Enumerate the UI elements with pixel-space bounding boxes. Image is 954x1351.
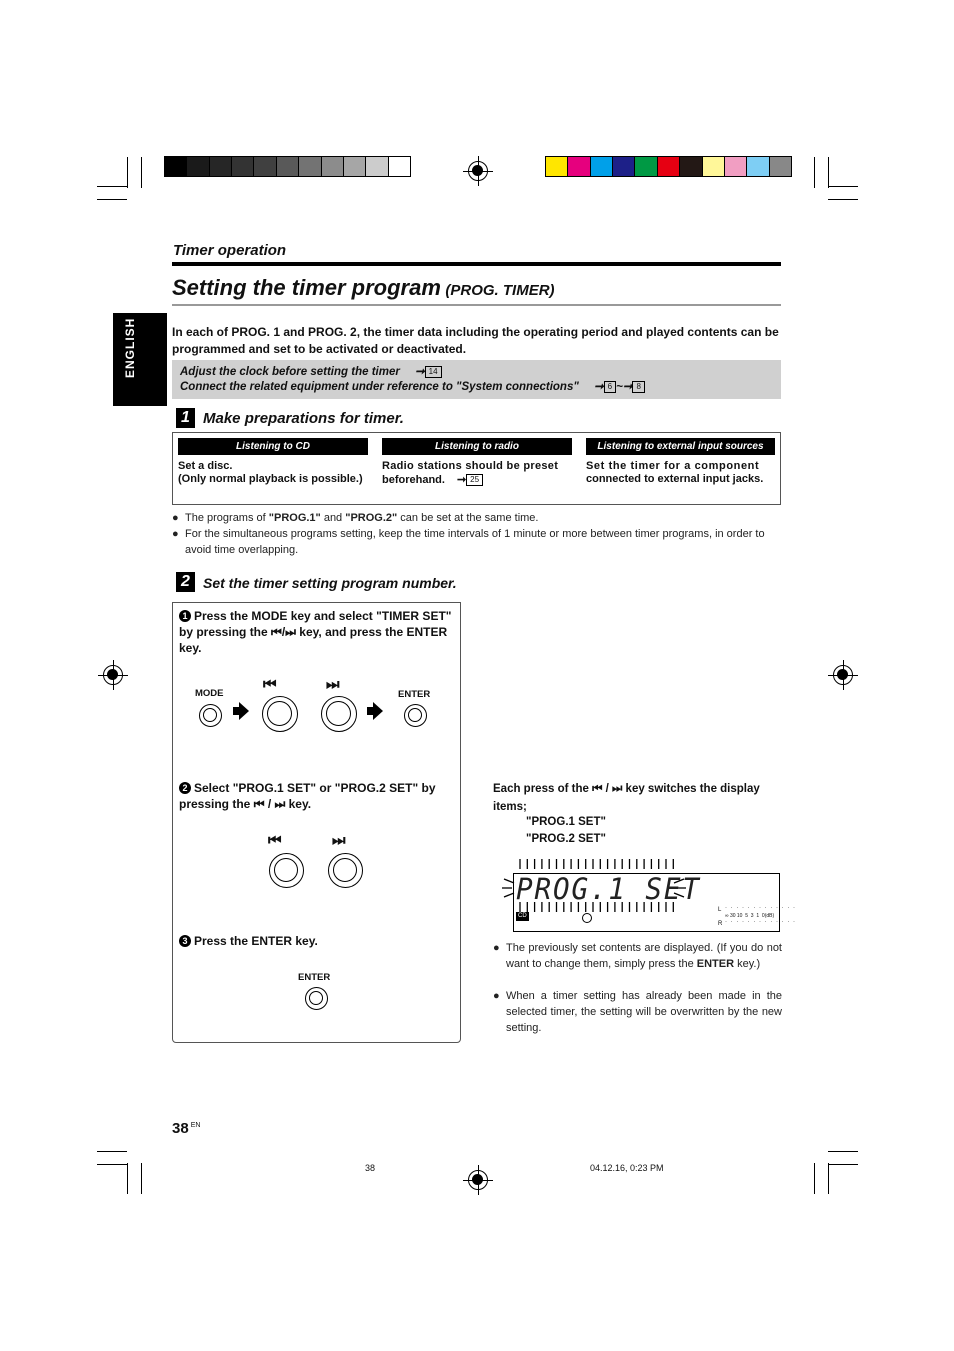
color-swatch xyxy=(186,156,209,177)
enter-button[interactable] xyxy=(404,704,427,727)
page-title: Setting the timer program (PROG. TIMER) xyxy=(172,275,555,300)
color-swatch xyxy=(164,156,187,177)
display-option-1: "PROG.1 SET" xyxy=(526,816,606,828)
mode-button[interactable] xyxy=(199,704,222,727)
color-swatch xyxy=(231,156,254,177)
footer-timestamp: 04.12.16, 0:23 PM xyxy=(590,1163,664,1173)
cd-line-1: Set a disc. xyxy=(178,460,233,472)
note-item: ● For the simultaneous programs setting, keep the time intervals of 1 minute or more between timer programs, in order to avoid time overlapping. xyxy=(172,528,765,556)
color-swatch xyxy=(253,156,276,177)
color-swatch xyxy=(321,156,344,177)
color-swatch xyxy=(209,156,232,177)
enter-button[interactable] xyxy=(305,987,328,1010)
skip-forward-icon: ⏭ xyxy=(326,676,340,693)
title-rule xyxy=(172,304,781,306)
color-swatch xyxy=(365,156,388,177)
radio-line-1: Radio stations should be preset xyxy=(382,460,559,472)
skip-forward-button[interactable] xyxy=(321,696,357,732)
substep-1: 1 Press the MODE key and select "TIMER SET" by pressing the ⏮/⏭ key, and press the ENTER key. xyxy=(179,609,452,655)
skip-back-icon: ⏮ xyxy=(268,832,282,849)
language-tab xyxy=(113,313,167,406)
tab-listening-cd: Listening to CD xyxy=(178,438,368,455)
registration-mark-icon xyxy=(833,665,853,685)
page-ref-icon: 25 xyxy=(466,474,483,486)
step-2-number: 2 xyxy=(176,572,195,592)
step-2-title: Set the timer setting program number. xyxy=(203,575,457,591)
color-swatch xyxy=(612,156,635,177)
color-swatch xyxy=(746,156,769,177)
skip-forward-button[interactable] xyxy=(328,853,363,888)
blink-ray xyxy=(504,879,514,883)
external-line-2: connected to external input jacks. xyxy=(586,473,764,485)
skip-back-button[interactable] xyxy=(262,696,298,732)
level-meter-dots: · · · · · · · · · · · · · xyxy=(725,905,796,911)
display-readout: PROG.1 SET xyxy=(516,872,701,906)
color-swatch xyxy=(343,156,366,177)
display-option-2: "PROG.2 SET" xyxy=(526,833,606,845)
skip-forward-icon: ⏭ xyxy=(332,832,346,849)
color-swatch xyxy=(769,156,792,177)
enter-label: ENTER xyxy=(298,972,331,983)
each-press-text: Each press of the ⏮ / ⏭ key switches the display items; xyxy=(493,783,760,813)
skip-back-button[interactable] xyxy=(269,853,304,888)
page-ref-icon: 8 xyxy=(632,381,644,393)
enter-label: ENTER xyxy=(398,689,431,700)
prerequisite-line-1: Adjust the clock before setting the timer ➞ 14 xyxy=(180,364,442,378)
tab-listening-external: Listening to external input sources xyxy=(586,438,775,455)
level-meter-right-label: R xyxy=(718,921,723,927)
color-swatch xyxy=(702,156,725,177)
level-meter-left-label: L xyxy=(718,907,722,913)
note-item: ● The programs of "PROG.1" and "PROG.2" can be set at the same time. xyxy=(172,512,539,524)
timer-indicator-icon xyxy=(582,913,592,923)
page-ref-icon: 14 xyxy=(425,366,442,378)
tab-listening-radio: Listening to radio xyxy=(382,438,572,455)
page-number: 38 $^{EN}$ xyxy=(172,1120,201,1137)
intro-text: In each of PROG. 1 and PROG. 2, the timer data including the operating period and played contents can be programmed and set to be activated or deactivated. xyxy=(172,325,779,356)
color-swatch xyxy=(679,156,702,177)
external-line-1: Set the timer for a component xyxy=(586,460,760,472)
section-rule xyxy=(172,262,781,266)
registration-mark-icon xyxy=(103,665,123,685)
color-swatch xyxy=(567,156,590,177)
substep-3: 3 Press the ENTER key. xyxy=(179,934,318,948)
registration-mark-icon xyxy=(468,161,488,181)
language-tab-label: ENGLISH xyxy=(123,317,137,378)
section-heading: Timer operation xyxy=(173,242,287,259)
page-ref-icon: 6 xyxy=(604,381,616,393)
mode-label: MODE xyxy=(195,688,224,699)
prerequisite-line-2: Connect the related equipment under reference to "System connections" ➞ 6 ~➞ 8 xyxy=(180,379,645,393)
note-item: ● When a timer setting has already been made in the selected timer, the setting will be overwritten by the new setting. xyxy=(493,990,782,1034)
note-item: ● The previously set contents are displayed. (If you do not want to change them, simply press the ENTER key.) xyxy=(493,942,782,970)
color-swatch xyxy=(276,156,299,177)
color-swatch xyxy=(388,156,411,177)
registration-mark-icon xyxy=(468,1170,488,1190)
cd-line-2: (Only normal playback is possible.) xyxy=(178,473,363,485)
footer-center-number: 38 xyxy=(365,1163,376,1173)
skip-back-icon: ⏮ xyxy=(263,676,277,693)
cd-indicator: CD xyxy=(518,913,527,919)
color-swatch xyxy=(545,156,568,177)
blink-ray xyxy=(504,893,514,897)
step-1-title: Make preparations for timer. xyxy=(203,410,404,427)
color-swatch xyxy=(724,156,747,177)
level-meter-dots: · · · · · · · · · · · · · xyxy=(725,919,796,925)
level-meter-scale: ∞ 30 10 5 3 1 0(dB) xyxy=(725,913,775,919)
radio-line-2: beforehand. ➞ 25 xyxy=(382,473,483,486)
step-1-number: 1 xyxy=(176,408,195,428)
color-swatch xyxy=(657,156,680,177)
color-swatch xyxy=(634,156,657,177)
substep-2: 2 Select "PROG.1 SET" or "PROG.2 SET" by pressing the ⏮ / ⏭ key. xyxy=(179,781,436,811)
color-swatch xyxy=(590,156,613,177)
color-swatch xyxy=(298,156,321,177)
